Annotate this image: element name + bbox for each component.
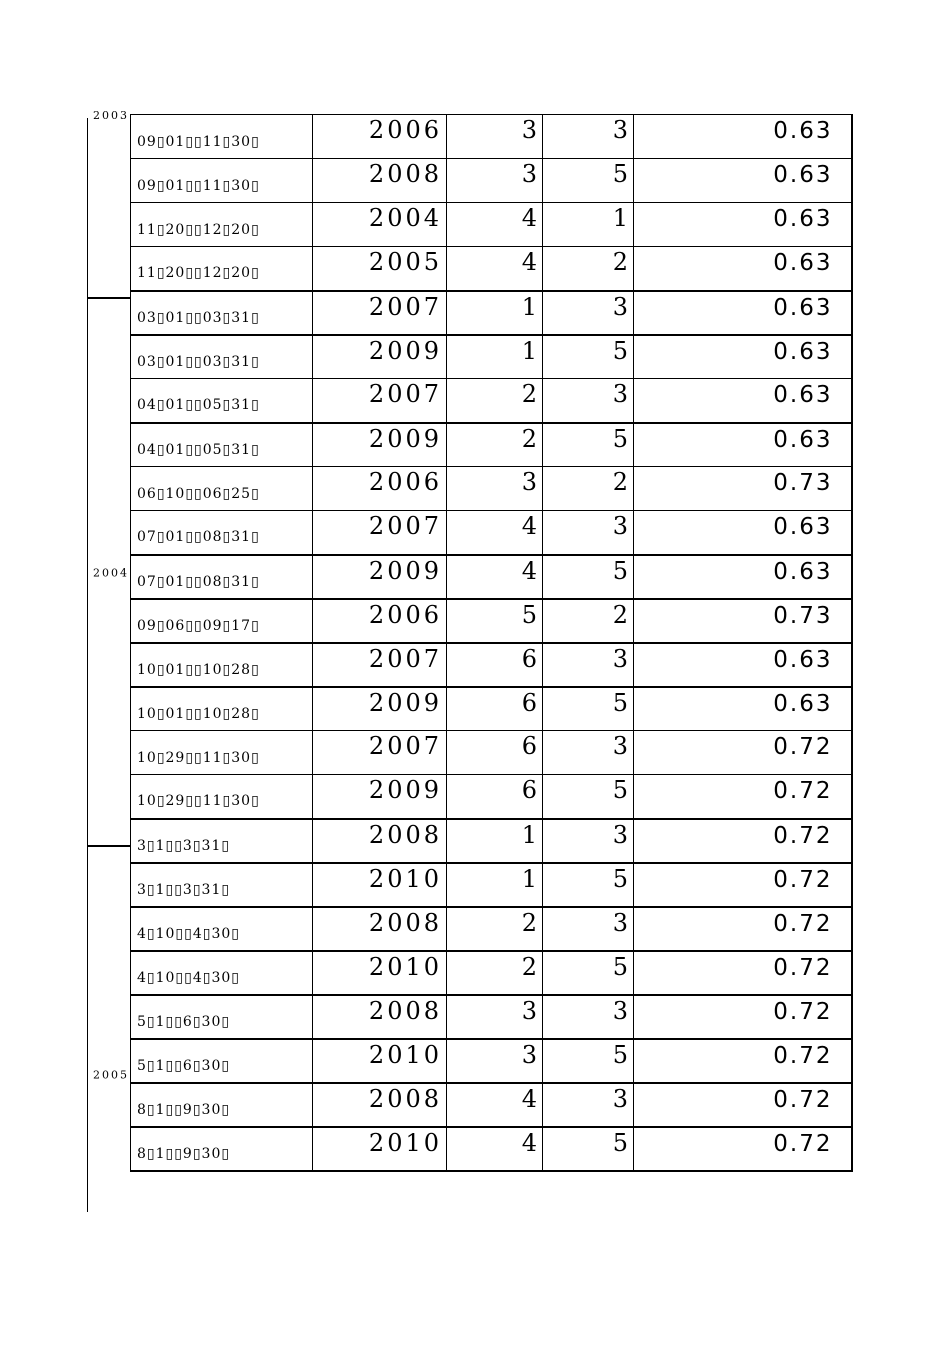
value-a-cell: 2	[447, 951, 543, 995]
rate-table-body	[131, 115, 852, 1171]
table-row	[131, 467, 852, 511]
value-a-cell: 4	[447, 203, 543, 247]
year-cell: 2005	[313, 247, 447, 291]
value-a-cell: 3	[447, 115, 543, 159]
group-label-2003: 2003	[93, 109, 129, 122]
year-cell: 2009	[313, 335, 447, 379]
value-a-cell: 6	[447, 775, 543, 819]
rate-cell: 0.63	[634, 203, 852, 247]
value-b-cell: 5	[543, 1127, 634, 1171]
table-row	[131, 291, 852, 335]
year-cell: 2009	[313, 423, 447, 467]
year-cell: 2004	[313, 203, 447, 247]
value-a-cell: 5	[447, 599, 543, 643]
value-b-cell: 5	[543, 863, 634, 907]
date-cell: 09▯01▯▯11▯30▯	[131, 115, 313, 159]
date-cell: 10▯01▯▯10▯28▯	[131, 687, 313, 731]
date-cell: 06▯10▯▯06▯25▯	[131, 467, 313, 511]
date-cell: 07▯01▯▯08▯31▯	[131, 511, 313, 555]
year-cell: 2009	[313, 687, 447, 731]
date-cell: 5▯1▯▯6▯30▯	[131, 995, 313, 1039]
table-row	[131, 643, 852, 687]
table-row	[131, 379, 852, 423]
year-cell: 2010	[313, 863, 447, 907]
value-a-cell: 3	[447, 467, 543, 511]
value-a-cell: 3	[447, 995, 543, 1039]
date-cell: 11▯20▯▯12▯20▯	[131, 247, 313, 291]
value-b-cell: 5	[543, 423, 634, 467]
date-cell: 3▯1▯▯3▯31▯	[131, 819, 313, 863]
value-a-cell: 4	[447, 511, 543, 555]
date-cell: 10▯01▯▯10▯28▯	[131, 643, 313, 687]
table-row	[131, 951, 852, 995]
value-b-cell: 3	[543, 995, 634, 1039]
group-2005-bracket	[87, 846, 88, 1212]
rate-cell: 0.63	[634, 687, 852, 731]
date-cell: 04▯01▯▯05▯31▯	[131, 423, 313, 467]
date-cell: 04▯01▯▯05▯31▯	[131, 379, 313, 423]
value-b-cell: 1	[543, 203, 634, 247]
rate-cell: 0.63	[634, 423, 852, 467]
rate-cell: 0.63	[634, 555, 852, 599]
table-row	[131, 1039, 852, 1083]
date-cell: 09▯01▯▯11▯30▯	[131, 159, 313, 203]
rate-cell: 0.63	[634, 643, 852, 687]
year-cell: 2007	[313, 643, 447, 687]
value-b-cell: 2	[543, 599, 634, 643]
year-cell: 2008	[313, 1083, 447, 1127]
date-cell: 4▯10▯▯4▯30▯	[131, 907, 313, 951]
value-a-cell: 1	[447, 335, 543, 379]
value-a-cell: 4	[447, 1083, 543, 1127]
group-label-2005: 2005	[93, 1068, 129, 1082]
table-row	[131, 995, 852, 1039]
value-b-cell: 5	[543, 1039, 634, 1083]
value-a-cell: 2	[447, 423, 543, 467]
year-cell: 2010	[313, 1039, 447, 1083]
value-b-cell: 3	[543, 731, 634, 775]
value-b-cell: 2	[543, 247, 634, 291]
date-cell: 07▯01▯▯08▯31▯	[131, 555, 313, 599]
date-cell: 3▯1▯▯3▯31▯	[131, 863, 313, 907]
table-row	[131, 423, 852, 467]
value-b-cell: 3	[543, 379, 634, 423]
table-row	[131, 159, 852, 203]
rate-cell: 0.72	[634, 731, 852, 775]
rate-cell: 0.72	[634, 819, 852, 863]
rate-cell: 0.63	[634, 291, 852, 335]
year-cell: 2009	[313, 775, 447, 819]
year-cell: 2008	[313, 159, 447, 203]
value-b-cell: 3	[543, 511, 634, 555]
value-b-cell: 5	[543, 687, 634, 731]
value-b-cell: 3	[543, 291, 634, 335]
rate-cell: 0.63	[634, 379, 852, 423]
rate-cell: 0.73	[634, 599, 852, 643]
value-a-cell: 6	[447, 687, 543, 731]
rate-cell: 0.72	[634, 1039, 852, 1083]
year-cell: 2006	[313, 599, 447, 643]
rate-cell: 0.72	[634, 1127, 852, 1171]
date-cell: 10▯29▯▯11▯30▯	[131, 731, 313, 775]
table-row	[131, 731, 852, 775]
date-cell: 4▯10▯▯4▯30▯	[131, 951, 313, 995]
value-b-cell: 3	[543, 115, 634, 159]
value-b-cell: 3	[543, 907, 634, 951]
year-cell: 2007	[313, 511, 447, 555]
group-2004-bracket	[87, 298, 88, 846]
value-a-cell: 1	[447, 291, 543, 335]
rate-cell: 0.63	[634, 159, 852, 203]
table-row	[131, 907, 852, 951]
value-b-cell: 3	[543, 819, 634, 863]
rate-cell: 0.72	[634, 995, 852, 1039]
table-row	[131, 863, 852, 907]
value-a-cell: 4	[447, 1127, 543, 1171]
table-row	[131, 775, 852, 819]
year-cell: 2007	[313, 379, 447, 423]
year-cell: 2010	[313, 1127, 447, 1171]
table-row	[131, 247, 852, 291]
year-cell: 2008	[313, 995, 447, 1039]
rate-cell: 0.63	[634, 511, 852, 555]
date-cell: 8▯1▯▯9▯30▯	[131, 1083, 313, 1127]
value-b-cell: 3	[543, 1083, 634, 1127]
table-row	[131, 1083, 852, 1127]
value-b-cell: 3	[543, 643, 634, 687]
date-cell: 5▯1▯▯6▯30▯	[131, 1039, 313, 1083]
table-row	[131, 115, 852, 159]
table-row	[131, 687, 852, 731]
rate-cell: 0.63	[634, 335, 852, 379]
year-cell: 2008	[313, 907, 447, 951]
rate-cell: 0.72	[634, 951, 852, 995]
table-row	[131, 819, 852, 863]
year-cell: 2006	[313, 115, 447, 159]
value-a-cell: 1	[447, 863, 543, 907]
value-a-cell: 2	[447, 907, 543, 951]
year-cell: 2009	[313, 555, 447, 599]
rate-cell: 0.72	[634, 907, 852, 951]
year-cell: 2008	[313, 819, 447, 863]
table-row	[131, 555, 852, 599]
value-b-cell: 5	[543, 335, 634, 379]
table-row	[131, 511, 852, 555]
year-cell: 2007	[313, 291, 447, 335]
value-b-cell: 5	[543, 555, 634, 599]
rate-cell: 0.72	[634, 775, 852, 819]
table-row	[131, 203, 852, 247]
date-cell: 8▯1▯▯9▯30▯	[131, 1127, 313, 1171]
table-row	[131, 599, 852, 643]
group-separator	[87, 297, 131, 299]
value-b-cell: 2	[543, 467, 634, 511]
value-b-cell: 5	[543, 775, 634, 819]
date-cell: 03▯01▯▯03▯31▯	[131, 335, 313, 379]
rate-table	[130, 114, 853, 1172]
value-b-cell: 5	[543, 951, 634, 995]
rate-cell: 0.73	[634, 467, 852, 511]
rate-cell: 0.63	[634, 115, 852, 159]
value-a-cell: 6	[447, 731, 543, 775]
year-cell: 2007	[313, 731, 447, 775]
value-b-cell: 5	[543, 159, 634, 203]
value-a-cell: 1	[447, 819, 543, 863]
group-2003-bracket	[87, 118, 88, 298]
year-cell: 2010	[313, 951, 447, 995]
rate-cell: 0.72	[634, 1083, 852, 1127]
value-a-cell: 3	[447, 159, 543, 203]
table-row	[131, 335, 852, 379]
rate-cell: 0.72	[634, 863, 852, 907]
rate-cell: 0.63	[634, 247, 852, 291]
date-cell: 09▯06▯▯09▯17▯	[131, 599, 313, 643]
date-cell: 11▯20▯▯12▯20▯	[131, 203, 313, 247]
value-a-cell: 3	[447, 1039, 543, 1083]
year-cell: 2006	[313, 467, 447, 511]
date-cell: 03▯01▯▯03▯31▯	[131, 291, 313, 335]
value-a-cell: 6	[447, 643, 543, 687]
value-a-cell: 2	[447, 379, 543, 423]
table-row	[131, 1127, 852, 1171]
date-cell: 10▯29▯▯11▯30▯	[131, 775, 313, 819]
group-separator	[87, 845, 131, 847]
value-a-cell: 4	[447, 555, 543, 599]
value-a-cell: 4	[447, 247, 543, 291]
group-label-2004: 2004	[93, 566, 129, 580]
